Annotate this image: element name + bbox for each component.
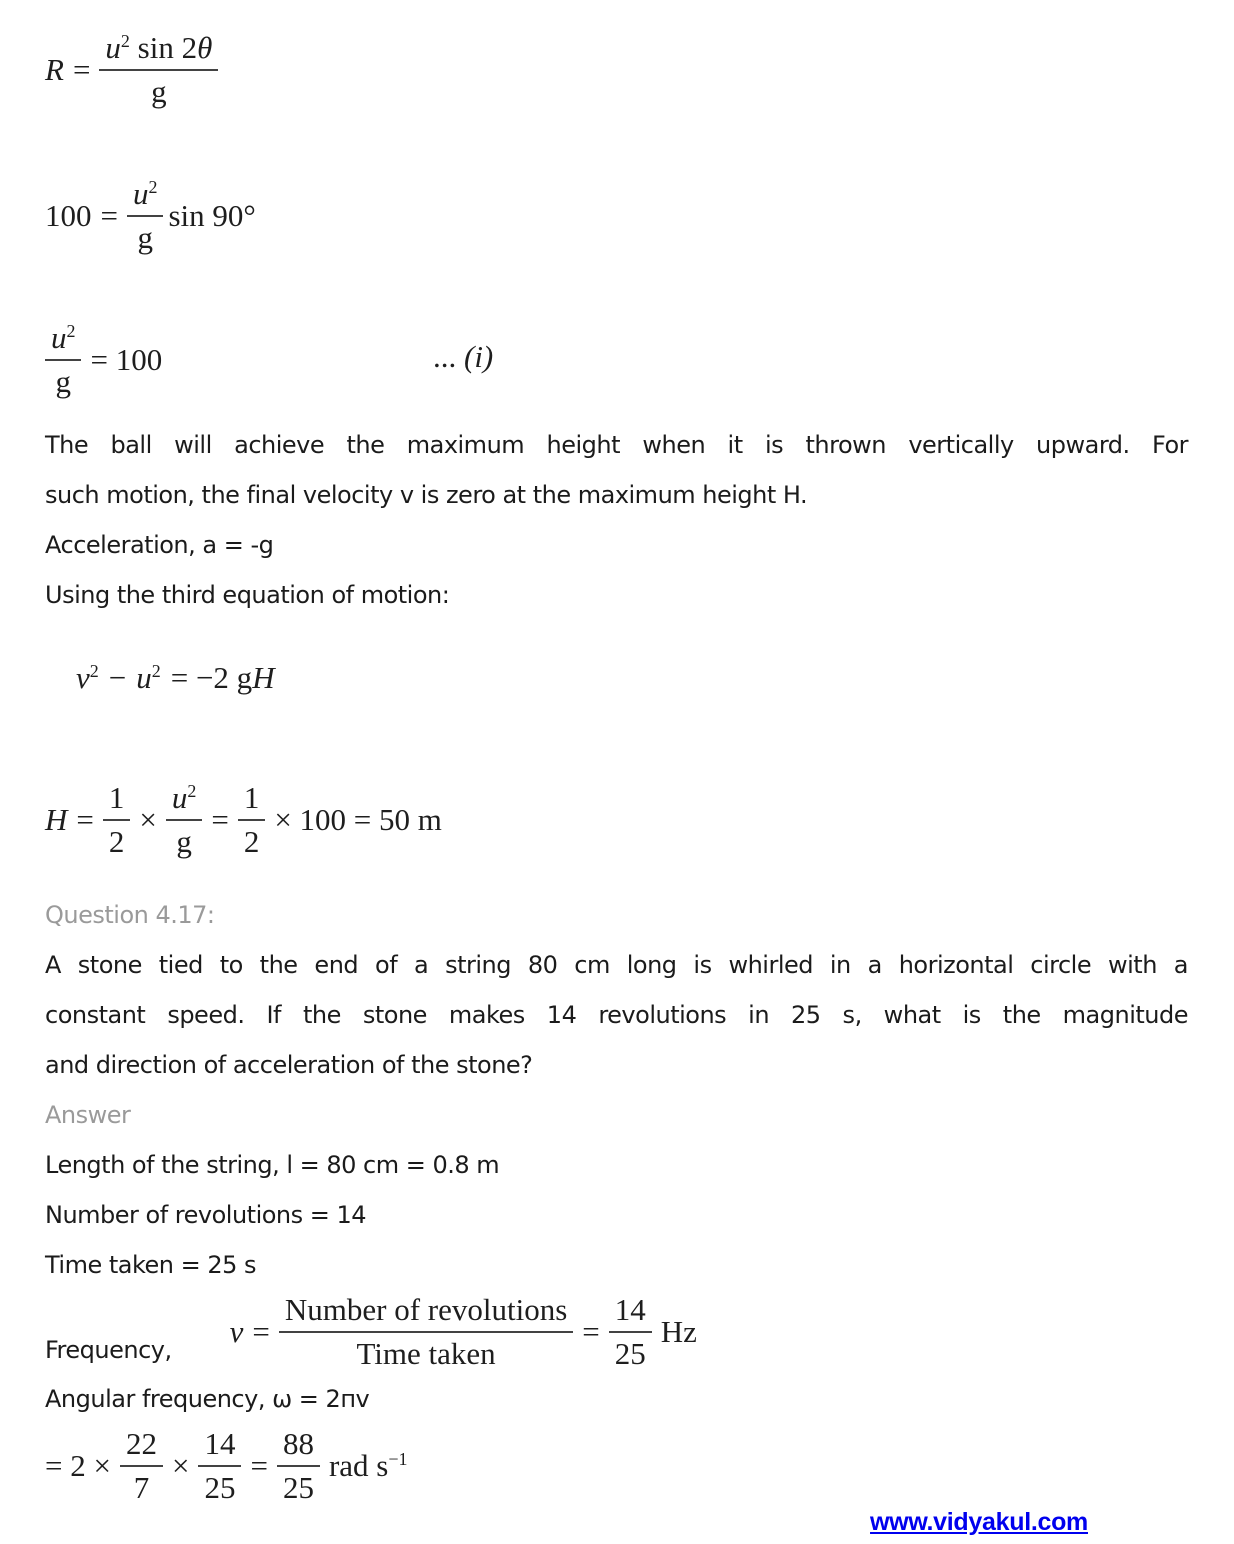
revolutions-line: Number of revolutions = 14 — [45, 1201, 367, 1229]
third-equation-intro: Using the third equation of motion: — [45, 581, 450, 609]
question-line: constant speed. If the stone makes 14 revolutions in 25 s, what is the magnitude — [45, 1001, 1188, 1029]
equals-minus-2g: = −2 g — [170, 660, 253, 695]
fraction-14-over-25: $\frac{14}{25}$ — [198, 1426, 241, 1506]
fraction-88-over-25: $\frac{88}{25}$ — [277, 1426, 320, 1506]
fraction-numerator: $u^2$ sin 2θ — [99, 30, 218, 71]
vidyakul-link[interactable]: www.vidyakul.com — [870, 1508, 1088, 1536]
question-line: A stone tied to the end of a string 80 cm long is whirled in a horizontal circle with a — [45, 951, 1188, 979]
sin-90-term: sin 90° — [168, 198, 256, 233]
superscript-2: 2 — [148, 176, 158, 197]
equals-2-times: = 2 × — [45, 1448, 111, 1483]
fraction-numerator: $u^2$ — [127, 176, 163, 217]
fraction-1-over-2: $\frac{1}{2}$ — [103, 780, 131, 860]
superscript-2: 2 — [89, 660, 99, 681]
equals-sign: = — [582, 1314, 600, 1349]
superscript-2: 2 — [187, 780, 197, 801]
superscript-2: 2 — [151, 660, 161, 681]
variable-u: u — [136, 660, 152, 695]
equals-sign: = — [72, 52, 91, 87]
acceleration-line: Acceleration, a = -g — [45, 531, 274, 559]
footer — [45, 1508, 1188, 1544]
string-length-line: Length of the string, l = 80 cm = 0.8 m — [45, 1151, 500, 1179]
value-100: 100 — [45, 198, 92, 233]
superscript-minus-1: −1 — [388, 1448, 408, 1469]
variable-v: v — [76, 660, 90, 695]
equals-100: = 100 — [90, 342, 163, 377]
question-heading: Question 4.17: — [45, 901, 215, 929]
question-line: and direction of acceleration of the stone? — [45, 1051, 533, 1079]
equation-angular-frequency — [45, 1426, 1188, 1506]
fraction-22-over-7: $\frac{22}{7}$ — [120, 1426, 163, 1506]
fraction-denominator: g — [137, 220, 153, 255]
time-taken-line: Time taken = 25 s — [45, 1251, 257, 1279]
variable-H: H — [45, 802, 68, 837]
equals-sign: = — [100, 198, 118, 233]
fraction-u2-over-g — [127, 176, 163, 256]
equals-sign: = — [211, 802, 229, 837]
unit-rad-per-s: rad $s^{-1}$ — [328, 1448, 408, 1483]
fraction-1-over-2: $\frac{1}{2}$ — [238, 780, 266, 860]
variable-R: R — [45, 52, 64, 87]
paragraph-line: such motion, the final velocity v is zero at the maximum height H. — [45, 481, 808, 509]
equation-third-motion — [45, 624, 1188, 732]
question-answer-block — [45, 890, 1188, 1290]
variable-nu: ν — [229, 1314, 244, 1349]
times-sign: × — [171, 1448, 190, 1483]
fraction-numerator: $u^2$ — [45, 320, 81, 361]
fraction-u2-over-g: $\frac{u^2}{g}$ — [166, 780, 202, 860]
times-sign: × — [139, 802, 157, 837]
answer-heading: Answer — [45, 1101, 131, 1129]
frequency-label: Frequency, — [45, 1336, 172, 1364]
result-50m: × 100 = 50 m — [274, 802, 442, 837]
equals-sign: = — [76, 802, 94, 837]
equals-sign: = — [250, 1448, 268, 1483]
equation-projectile-range — [45, 30, 1188, 110]
unit-hz: Hz — [660, 1314, 697, 1349]
fraction-14-over-25: $\frac{14}{25}$ — [609, 1292, 652, 1372]
equation-u2-over-g-100 — [45, 320, 1188, 400]
equation-max-height — [45, 780, 1188, 860]
fraction-denominator: g — [151, 74, 167, 109]
paragraph-line: The ball will achieve the maximum height when it is thrown vertically upward. For — [45, 431, 1188, 459]
equals-sign: = — [252, 1314, 270, 1349]
angular-frequency-line: Angular frequency, ω = 2пv — [45, 1385, 370, 1413]
fraction-revolutions-over-time: $\frac{\text{Number of revolutions}}{\text{Time taken}}$ — [279, 1292, 573, 1372]
fraction-denominator: g — [55, 364, 71, 399]
fraction-u2sin2theta-over-g — [99, 30, 218, 110]
frequency-row — [45, 1292, 1188, 1372]
minus-sign: − — [108, 660, 127, 695]
equation-frequency — [230, 1292, 697, 1372]
explanation-block — [45, 420, 1188, 620]
variable-H: H — [252, 660, 275, 695]
equation-range-100 — [45, 176, 1188, 256]
superscript-2: 2 — [66, 320, 76, 341]
superscript-2: 2 — [120, 30, 130, 51]
variable-theta: θ — [197, 30, 213, 65]
fraction-u2-over-g — [45, 320, 81, 400]
equation-label-i: ... (i) — [433, 339, 494, 375]
